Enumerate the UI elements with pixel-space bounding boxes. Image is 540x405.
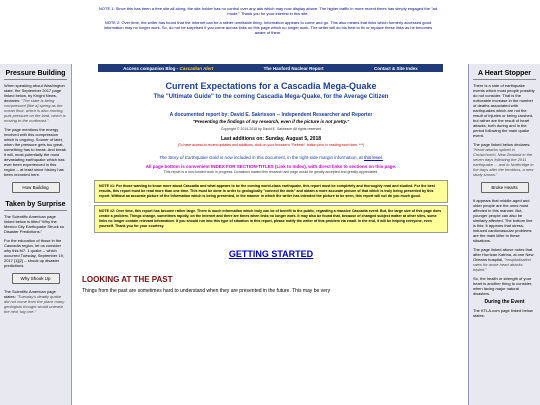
top-navbar	[98, 64, 443, 72]
note-1: NOTE 1: Since this has been a free site all along, the site-holder has no control over any ads which may now display above. The higher traffic in more recent times has simply engaged the "ad mode." Thank you for your interest in this site.	[99, 6, 437, 16]
report-author: A documented report by: David E. Sakrisson -- Independent Researcher and Reporter	[169, 112, 373, 118]
page-subtitle: The "Ultimate Guide" to the coming Cascadia Mega-Quake, for the Average Citizen	[153, 94, 389, 100]
sidebar-text: The KTLA.com page linked below states:	[473, 308, 533, 318]
notice-1: NOTE #1: For those wanting to know more about Cascadia and what appears to be the coming world-class earthquake, this report must be completely and thoroughly read and studied. For the best results, this report must be read more than one time. This must be done in order to geologically "connect the dots" and obtain a more accurate picture of that which is truly being presented by this report. Without an accurate picture of the information which is being presented, in the manner in which the writer has intended the picture to be seen, this report will not do you much good.	[94, 180, 448, 203]
notice-2: NOTE #2: Over time, this report has become rather large. There is much information which truly can be of benefit to the public, regarding a massive Cascadia event. But, the large size of this page does create a problem. Things change, sometimes rapidly, on the Internet and there are times when links no longer work. It may also be found that, because of changed subject matter at other sites, some links no longer contain relevant information. If you should run into this type of situation in this report, please notify the writer of this problem via email. In the end, it will be helping everyone, even yourself. Thank you for your courtesy.	[94, 205, 448, 233]
index-line[interactable]: All page bottom is convenient INDEX FOR SECTION-TITLES (Link to Index), with direct links to sections on this page.	[145, 164, 397, 169]
last-additions-note: (To have access to recent updates and additions, click on your browser's "Refresh" button prior to reading each time. ***)	[177, 143, 365, 147]
sidebar-text: When speaking about Washington state, the September 2017 page linked below, by Knight News, declares: "The state is being compressed [like a] spring as the ocean floor, which is also moving, puts pressure on the land, which is moving to the northeast."	[4, 83, 66, 123]
sidebar-text: So, the health or strength of your heart is another thing to consider, when facing major natural disasters.	[473, 276, 533, 296]
sidebar-text: The Scientific American page states: "Tuesday's deadly quake did not come from the place many geologists thought would unleash the next 'big one'."	[4, 289, 65, 314]
sidebar-title-pressure: Pressure Building	[4, 67, 67, 80]
sidebar-title-heart: A Heart Stopper	[473, 67, 536, 80]
nav-hanford-link[interactable]: The Hanford Nuclear Report	[263, 65, 324, 71]
last-additions: Last additions on: Sunday, August 5, 2018	[220, 136, 322, 142]
broke-hearts-button[interactable]: Broke Hearts	[481, 182, 529, 193]
sidebar-text: The page mentions the energy involved with this compression which is ongoing. Sooner of later, when the pressure gets too great, something has to break. And break it will, most potentially the most devastating earthquake which has ever been experienced in this region -- at least since history has been recorded here.	[4, 127, 66, 177]
sidebar-text: The page linked below declares: "Heart attacks spiked in Christchurch, New Zealand in the seven days following the 2011 earthquake ... and in Northridge in the days after the temblors, a new study shows."	[473, 142, 534, 177]
sidebar-text: For the education of those in the Cascadia region, let us consider why this M7. 1 quake -- which occurred Tuesday, September 19, 2017 [1][2] -- shook up disaster predictions.	[4, 238, 64, 268]
sidebar-text: There is a side of earthquake events which most people possibly do not consider. That is the noticeable increase in the number of deaths associated with earthquakes which are not the result of injuries or being crushed, but rather are the result of heart attacks, both during and in the period following the main quake event.	[473, 83, 535, 138]
how-building-button[interactable]: How Building	[12, 182, 60, 193]
index-note: This report is a non-funded work in progress. Donations toward this research and page would be greatly accepted and greatly appreciated.	[163, 170, 379, 174]
copyright: Copyright © 2014-2018 by David E. Sakrisson All rights reserved	[220, 127, 322, 131]
sidebar-text: The Scientific American page linked below is titled "Why the Mexico City Earthquake Struck so Disaster Predictions."	[4, 214, 65, 234]
nav-contact-link[interactable]: Contact & Site Index	[374, 65, 418, 71]
sidebar-title-surprise: Taken by Surprise	[4, 198, 67, 211]
sidebar-subtitle-during: During the Event	[484, 299, 525, 305]
why-shook-up-button[interactable]: Why Shook Up	[12, 273, 60, 284]
page-title: Current Expectations for a Cascadia Mega-Quake	[165, 81, 377, 91]
sidebar-text: It appears that middle-aged and older people are the ones most affected in this manner. But, younger people can also be similarly affected. The bottom line is this: It appears that stress-induced cardiovascular problems are the main killer in these situations.	[473, 198, 533, 243]
top-notes	[98, 6, 438, 39]
story-level-link[interactable]: this level.	[364, 155, 383, 160]
main-content	[76, 78, 466, 405]
sidebar-text: The page linked above notes that after Hurrican Katrina, at one New Orleans hospital, "hospitalization rates for acute heart attacks tripled."	[473, 247, 534, 272]
section-heading: LOOKING AT THE PAST	[82, 275, 173, 284]
body-text: Things from the past are sometimes hard to understand when they are presented in the future. This may be very	[82, 288, 331, 294]
right-sidebar	[468, 64, 540, 405]
story-line: The Story of Earthquake Gold is now included in this document, in the right-side margin information, at this level.	[159, 155, 383, 160]
nav-blog-link[interactable]: Access companion Blog - Cascadian Alert	[123, 65, 214, 71]
getting-started-link[interactable]: GETTING STARTED	[228, 249, 314, 259]
left-sidebar	[0, 64, 72, 405]
report-tagline: "Presenting the findings of my research, even if the picture is not pretty."	[192, 119, 350, 124]
note-2: NOTE 2: Over time, the writer has found that the Internet can be a rather unreliable thing. Information appears to come and go. This also means that links which formerly accessed good information may no longer work. So, do not be surprised if you come across links on this page which no longer work. The writer will do his best to fix or replace these links as he becomes aware of them.	[103, 20, 433, 35]
